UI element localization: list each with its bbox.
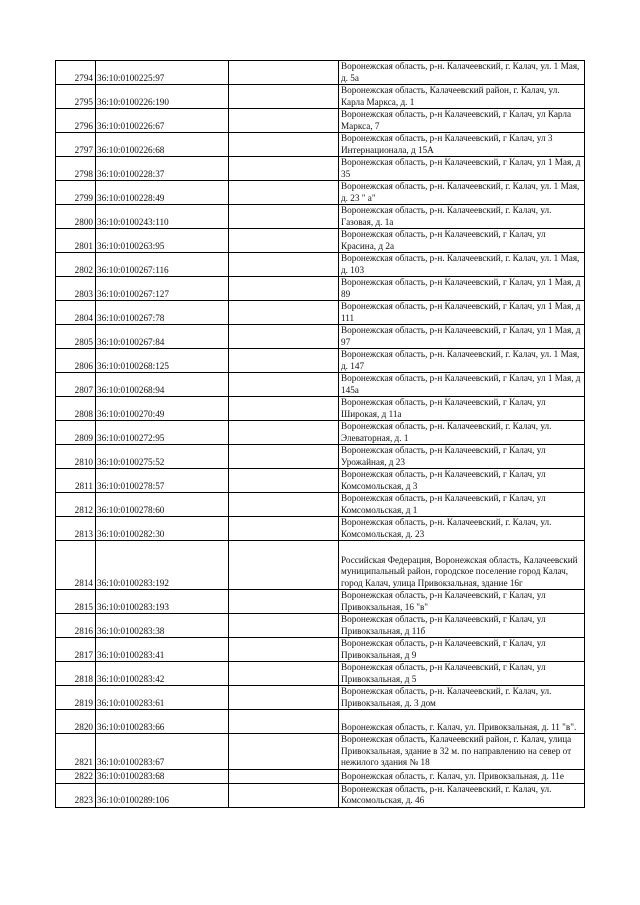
address-cell: Воронежская область, р-н Калачеевский, г Калач, ул Урожайная, д 23 [339, 445, 585, 469]
table-row [56, 397, 585, 421]
row-number: 2816 [56, 614, 96, 638]
cadastral-number: 36:10:0100268:94 [96, 373, 229, 397]
empty-cell [229, 493, 339, 517]
address-cell: Воронежская область, р-н Калачеевский, г Калач, ул Широкая, д 11а [339, 397, 585, 421]
row-number: 2794 [56, 61, 96, 85]
address-cell: Воронежская область, р-н Калачеевский, г Калач, ул Комсомольская, д 3 [339, 469, 585, 493]
address-cell: Воронежская область, р-н Калачеевский, г Калач, ул Красина, д 2а [339, 229, 585, 253]
cadastral-number: 36:10:0100228:49 [96, 181, 229, 205]
table-row [56, 517, 585, 541]
table-row [56, 85, 585, 109]
address-cell: Воронежская область, р-н Калачеевский, г Калач, ул 1 Мая, д 89 [339, 277, 585, 301]
address-cell: Воронежская область, р-н. Калачеевский, г. Калач, ул. Привокзальная, д. 3 дом [339, 686, 585, 710]
address-cell: Воронежская область, р-н. Калачеевский, г. Калач, ул. Комсомольская, д. 23 [339, 517, 585, 541]
empty-cell [229, 445, 339, 469]
cadastral-number: 36:10:0100270:49 [96, 397, 229, 421]
cadastral-number: 36:10:0100226:190 [96, 85, 229, 109]
empty-cell [229, 133, 339, 157]
empty-cell [229, 397, 339, 421]
cadastral-number: 36:10:0100267:116 [96, 253, 229, 277]
table-row [56, 157, 585, 181]
cadastral-number: 36:10:0100283:61 [96, 686, 229, 710]
row-number: 2823 [56, 783, 96, 807]
table-body [56, 61, 585, 808]
row-number: 2802 [56, 253, 96, 277]
empty-cell [229, 734, 339, 770]
address-cell: Воронежская область, р-н Калачеевский, г Калач, ул Комсомольская, д 1 [339, 493, 585, 517]
table-row [56, 421, 585, 445]
row-number: 2804 [56, 301, 96, 325]
table-row [56, 109, 585, 133]
cadastral-number: 36:10:0100283:66 [96, 710, 229, 734]
address-cell: Воронежская область, р-н. Калачеевский, г. Калач, ул. 1 Мая, д. 103 [339, 253, 585, 277]
table-row [56, 686, 585, 710]
row-number: 2822 [56, 769, 96, 783]
empty-cell [229, 421, 339, 445]
address-cell: Воронежская область, р-н Калачеевский, г Калач, ул 1 Мая, д 97 [339, 325, 585, 349]
row-number: 2805 [56, 325, 96, 349]
empty-cell [229, 205, 339, 229]
empty-cell [229, 301, 339, 325]
row-number: 2815 [56, 590, 96, 614]
table-row [56, 133, 585, 157]
address-cell: Воронежская область, Калачеевский район, г. Калач, улица Привокзальная, здание в 32 м. по направлению на север от нежилого здания № 18 [339, 734, 585, 770]
address-cell: Воронежская область, Калачеевский район, г. Калач, ул. Карла Маркса, д. 1 [339, 85, 585, 109]
address-cell: Воронежская область, р-н Калачеевский, г Калач, ул Карла Маркса, 7 [339, 109, 585, 133]
table-row [56, 590, 585, 614]
table-row [56, 710, 585, 734]
row-number: 2813 [56, 517, 96, 541]
cadastral-number: 36:10:0100282:30 [96, 517, 229, 541]
row-number: 2812 [56, 493, 96, 517]
row-number: 2809 [56, 421, 96, 445]
empty-cell [229, 517, 339, 541]
row-number: 2806 [56, 349, 96, 373]
table-row [56, 783, 585, 807]
cadastral-number: 36:10:0100268:125 [96, 349, 229, 373]
table-row [56, 301, 585, 325]
address-cell: Воронежская область, р-н. Калачеевский, г. Калач, ул. 1 Мая, д. 23 " а" [339, 181, 585, 205]
cadastral-number: 36:10:0100225:97 [96, 61, 229, 85]
cadastral-number: 36:10:0100243:110 [96, 205, 229, 229]
empty-cell [229, 469, 339, 493]
cadastral-number: 36:10:0100267:127 [96, 277, 229, 301]
cadastral-number: 36:10:0100272:95 [96, 421, 229, 445]
table-row [56, 325, 585, 349]
cadastral-number: 36:10:0100228:37 [96, 157, 229, 181]
table-row [56, 445, 585, 469]
row-number: 2797 [56, 133, 96, 157]
empty-cell [229, 277, 339, 301]
cadastral-number: 36:10:0100283:68 [96, 769, 229, 783]
address-cell: Воронежская область, р-н Калачеевский, г Калач, ул Привокзальная, д 5 [339, 662, 585, 686]
empty-cell [229, 61, 339, 85]
row-number: 2808 [56, 397, 96, 421]
table-row [56, 349, 585, 373]
cadastral-number: 36:10:0100283:41 [96, 638, 229, 662]
row-number: 2810 [56, 445, 96, 469]
row-number: 2814 [56, 541, 96, 590]
row-number: 2820 [56, 710, 96, 734]
cadastral-number: 36:10:0100283:192 [96, 541, 229, 590]
cadastral-number: 36:10:0100283:67 [96, 734, 229, 770]
address-cell: Воронежская область, р-н Калачеевский, г Калач, ул Привокзальная, 16 "в" [339, 590, 585, 614]
row-number: 2795 [56, 85, 96, 109]
table-row [56, 469, 585, 493]
table-row [56, 614, 585, 638]
address-cell: Воронежская область, р-н Калачеевский, г Калач, ул Привокзальная, д 9 [339, 638, 585, 662]
row-number: 2811 [56, 469, 96, 493]
empty-cell [229, 590, 339, 614]
cadastral-number: 36:10:0100283:38 [96, 614, 229, 638]
cadastral-number: 36:10:0100267:84 [96, 325, 229, 349]
table-row [56, 769, 585, 783]
table-row [56, 638, 585, 662]
row-number: 2817 [56, 638, 96, 662]
table-row [56, 541, 585, 590]
cadastral-number: 36:10:0100289:106 [96, 783, 229, 807]
cadastral-number: 36:10:0100275:52 [96, 445, 229, 469]
address-cell: Воронежская область, р-н. Калачеевский, г. Калач, ул. Комсомольская, д. 46 [339, 783, 585, 807]
address-cell: Воронежская область, р-н. Калачеевский, г. Калач, ул. Газовая, д. 1а [339, 205, 585, 229]
address-cell: Воронежская область, г. Калач, ул. Привокзальная, д. 11е [339, 769, 585, 783]
empty-cell [229, 710, 339, 734]
empty-cell [229, 349, 339, 373]
table-row [56, 662, 585, 686]
empty-cell [229, 638, 339, 662]
empty-cell [229, 662, 339, 686]
cadastral-number: 36:10:0100263:95 [96, 229, 229, 253]
address-cell: Воронежская область, г. Калач, ул. Привокзальная, д. 11 "в". [339, 710, 585, 734]
row-number: 2821 [56, 734, 96, 770]
empty-cell [229, 783, 339, 807]
table-row [56, 181, 585, 205]
empty-cell [229, 85, 339, 109]
row-number: 2800 [56, 205, 96, 229]
empty-cell [229, 253, 339, 277]
row-number: 2818 [56, 662, 96, 686]
table-row [56, 493, 585, 517]
row-number: 2801 [56, 229, 96, 253]
address-cell: Воронежская область, р-н Калачеевский, г Калач, ул 1 Мая, д 35 [339, 157, 585, 181]
empty-cell [229, 541, 339, 590]
row-number: 2803 [56, 277, 96, 301]
table-row [56, 205, 585, 229]
address-cell: Воронежская область, р-н. Калачеевский, г. Калач, ул. Элеваторная, д. 1 [339, 421, 585, 445]
address-cell: Российская Федерация, Воронежская область, Калачеевский муниципальный район, городское поселение город Калач, город Калач, улица Привокзальная, здание 16г [339, 541, 585, 590]
empty-cell [229, 181, 339, 205]
empty-cell [229, 109, 339, 133]
table-row [56, 253, 585, 277]
address-cell: Воронежская область, р-н Калачеевский, г Калач, ул 3 Интернационала, д 15А [339, 133, 585, 157]
cadastral-number: 36:10:0100278:57 [96, 469, 229, 493]
row-number: 2799 [56, 181, 96, 205]
address-cell: Воронежская область, р-н. Калачеевский, г. Калач, ул. 1 Мая, д. 147 [339, 349, 585, 373]
empty-cell [229, 686, 339, 710]
cadastral-number: 36:10:0100267:78 [96, 301, 229, 325]
empty-cell [229, 614, 339, 638]
row-number: 2807 [56, 373, 96, 397]
cadastral-number: 36:10:0100226:68 [96, 133, 229, 157]
empty-cell [229, 157, 339, 181]
empty-cell [229, 325, 339, 349]
cadastral-number: 36:10:0100283:193 [96, 590, 229, 614]
empty-cell [229, 229, 339, 253]
row-number: 2796 [56, 109, 96, 133]
cadastral-number: 36:10:0100283:42 [96, 662, 229, 686]
address-cell: Воронежская область, р-н Калачеевский, г Калач, ул 1 Мая, д 111 [339, 301, 585, 325]
cadastral-table [55, 60, 585, 808]
row-number: 2798 [56, 157, 96, 181]
table-row [56, 61, 585, 85]
table-row [56, 373, 585, 397]
address-cell: Воронежская область, р-н Калачеевский, г Калач, ул Привокзальная, д 11б [339, 614, 585, 638]
table-row [56, 229, 585, 253]
empty-cell [229, 373, 339, 397]
table-row [56, 277, 585, 301]
empty-cell [229, 769, 339, 783]
row-number: 2819 [56, 686, 96, 710]
address-cell: Воронежская область, р-н. Калачеевский, г. Калач, ул. 1 Мая, д. 5а [339, 61, 585, 85]
cadastral-number: 36:10:0100226:67 [96, 109, 229, 133]
address-cell: Воронежская область, р-н Калачеевский, г Калач, ул 1 Мая, д 145а [339, 373, 585, 397]
cadastral-number: 36:10:0100278:60 [96, 493, 229, 517]
table-row [56, 734, 585, 770]
